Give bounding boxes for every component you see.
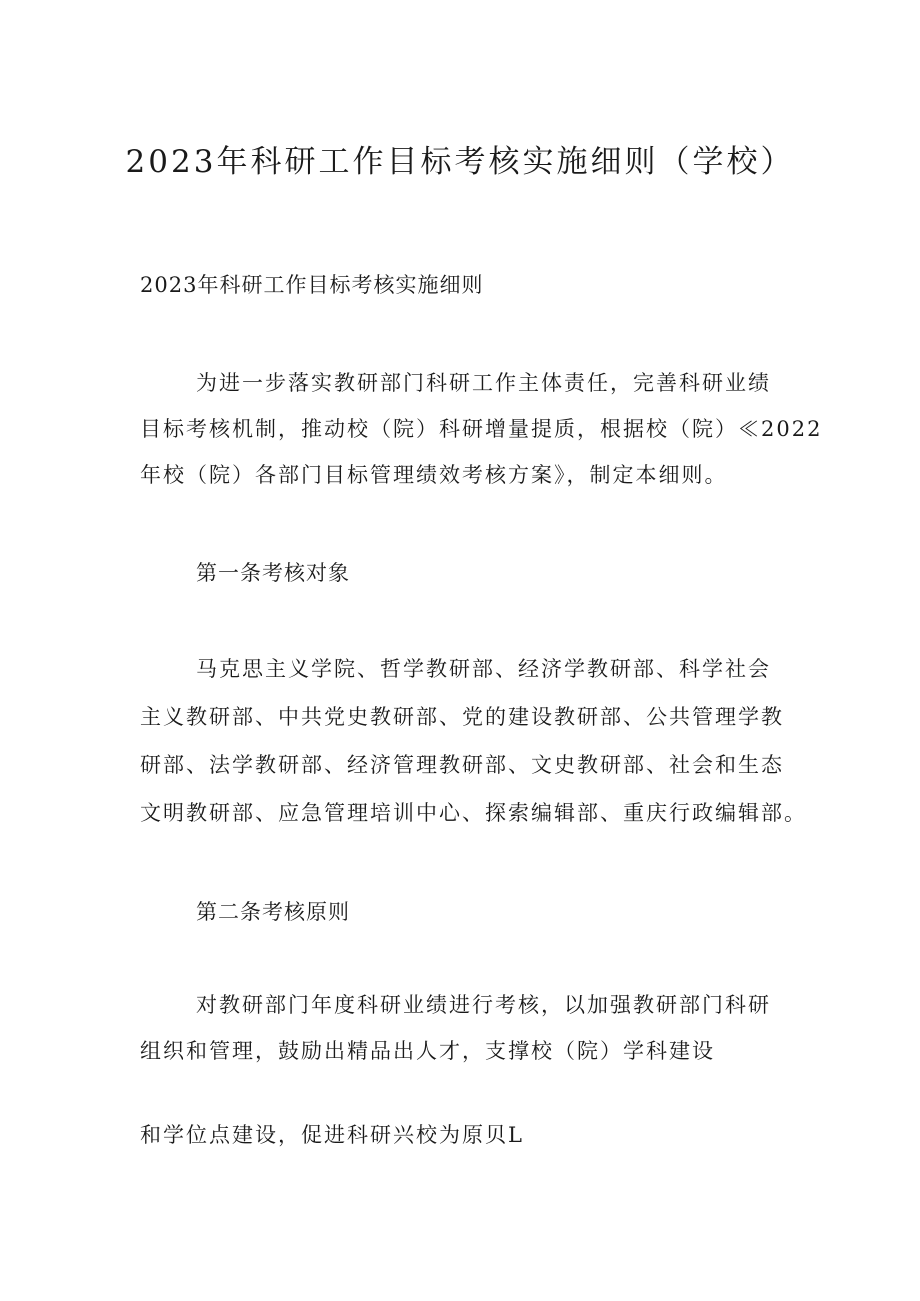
article2-line: 对教研部门年度科研业绩进行考核，以加强教研部门科研: [196, 993, 771, 1017]
intro-line: 年校（院）各部门目标管理绩效考核方案》，制定本细则。: [140, 463, 728, 487]
intro-line: 目标考核机制，推动校（院）科研增量提质，根据校（院）≪2022: [140, 417, 823, 441]
document-subtitle: 2023年科研工作目标考核实施细则: [140, 273, 484, 297]
article1-line: 主义教研部、中共党史教研部、党的建设教研部、公共管理学教: [140, 705, 784, 729]
document-title: 2023年科研工作目标考核实施细则（学校）: [125, 144, 795, 180]
article2-line: 组织和管理，鼓励出精品出人才，支撑校（院）学科建设: [140, 1039, 715, 1063]
article2-heading: 第二条考核原则: [196, 900, 350, 924]
article2-tail: 和学位点建设，促进科研兴校为原贝L: [140, 1123, 524, 1147]
article1-heading: 第一条考核对象: [196, 561, 350, 585]
article1-line: 马克思主义学院、哲学教研部、经济学教研部、科学社会: [196, 657, 771, 681]
article1-line: 文明教研部、应急管理培训中心、探索编辑部、重庆行政编辑部。: [140, 801, 807, 825]
intro-line: 为进一步落实教研部门科研工作主体责任，完善科研业绩: [196, 371, 771, 395]
article1-line: 研部、法学教研部、经济管理教研部、文史教研部、社会和生态: [140, 753, 784, 777]
